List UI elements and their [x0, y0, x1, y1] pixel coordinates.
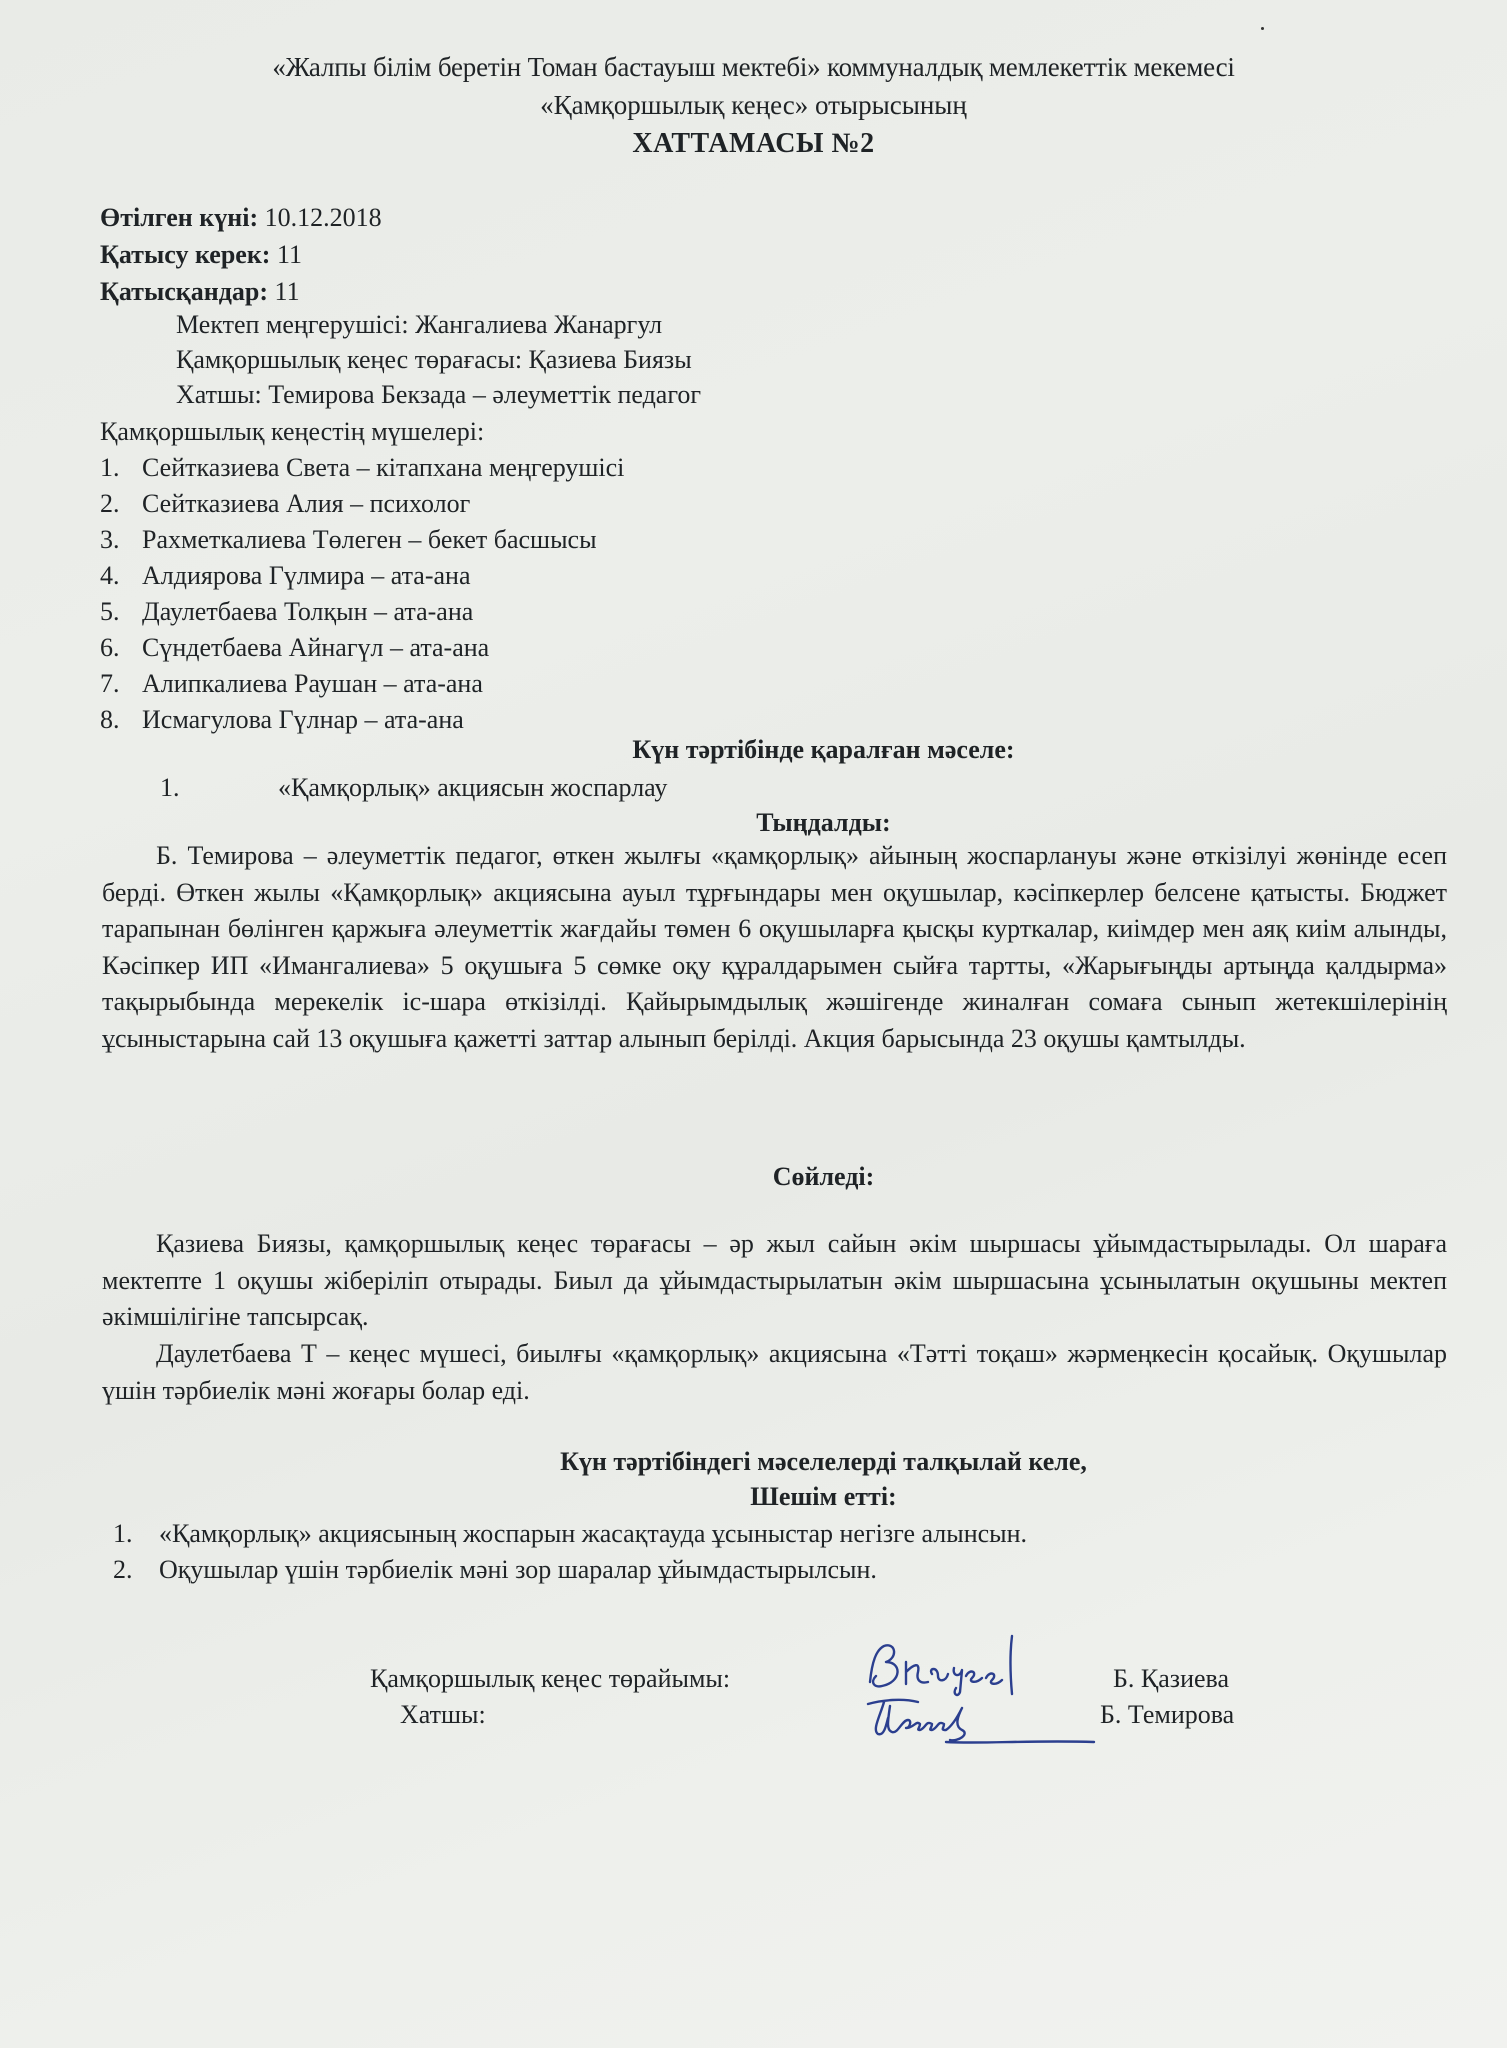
agenda-item [160, 773, 667, 803]
member-item [100, 594, 624, 630]
actual-attendance [100, 277, 300, 307]
agenda-item-number: 1. [160, 773, 180, 802]
member-number: 8. [100, 705, 120, 734]
secretary-name: Б. Темирова [1100, 1700, 1235, 1729]
speck [1261, 27, 1264, 30]
decision-heading: Шешім етті: [750, 1482, 897, 1511]
chair-name: Б. Қазиева [1113, 1664, 1230, 1693]
meeting-date [100, 203, 382, 233]
discussion-heading: Күн тәртібіндегі мәселелерді талқылай келе, [560, 1447, 1087, 1476]
decision-item [113, 1516, 1027, 1552]
council-secretary: Хатшы: Темирова Бекзада – әлеуметтік педагог [176, 380, 702, 409]
secretary-signature-label: Хатшы: [400, 1700, 486, 1729]
required-attendance [100, 240, 302, 270]
member-text: Исмагулова Гүлнар – ата-ана [142, 705, 464, 734]
member-text: Даулетбаева Толқын – ата-ана [142, 597, 474, 626]
decisions-list [113, 1516, 1027, 1588]
header-institution: «Жалпы білім беретін Томан бастауыш мектебі» коммуналдық мемлекеттік мекемесі [272, 52, 1235, 82]
decision-text: «Қамқорлық» акциясының жоспарын жасақтауда ұсыныстар негізге алынсын. [159, 1519, 1028, 1548]
member-text: Сүндетбаева Айнагүл – ата-ана [142, 633, 490, 662]
member-text: Сейтказиева Света – кітапхана меңгерушісі [142, 453, 625, 482]
member-text: Алипкалиева Раушан – ата-ана [142, 669, 483, 698]
member-item [100, 666, 624, 702]
attended-label: Қатысқандар: [100, 277, 269, 306]
meeting-date-value: 10.12.2018 [264, 203, 382, 232]
member-item [100, 630, 624, 666]
heard-paragraph: Б. Темирова – әлеуметтік педагог, өткен жылғы «қамқорлық» айының жоспарлануы және өткізілуі жөнінде есеп берді. Өткен жылы «Қамқорлық» акциясына ауыл тұрғындары мен оқушылар, кәсіпкерлер белсене қатысты. Бюджет тарапынан бөлінген қаржыға әлеуметтік жағдайы төмен 6 оқушыларға қысқы курткалар, киімдер мен аяқ киім алынды, Кәсіпкер ИП «Имангалиева» 5 оқушыға 5 сөмке оқу құралдарымен сыйға тартты, «Жарығыңды артыңда қалдырма» тақырыбында мерекелік іс-шара өткізілді. Қайырымдылық жәшігенде жиналған сомаға сынып жетекшілерінің ұсыныстарына сай 13 оқушыға қажетті заттар алынып берілді. Акция барысында 23 оқушы қамтылды. [102, 841, 1447, 1053]
spoke-paragraph-chair: Қазиева Биязы, қамқоршылық кеңес төрағасы – әр жыл сайын әкім шыршасы ұйымдастырылады. Ол шараға мектепте 1 оқушы жіберіліп отырады. Биыл да ұйымдастырылатын әкім шыршасына ұсынылатын оқушыны мектеп әкімшілігіне тапсырсақ. [102, 1229, 1447, 1331]
heard-heading: Тыңдалды: [756, 808, 891, 837]
decision-text: Оқушылар үшін тәрбиелік мәні зор шаралар ұйымдастырылсын. [159, 1555, 877, 1584]
chair-signature-stroke [870, 1636, 1012, 1695]
member-item [100, 450, 624, 486]
required-value: 11 [276, 240, 303, 269]
school-head: Мектеп меңгерушісі: Жангалиева Жанаргул [176, 310, 663, 339]
chair-signature-label: Қамқоршылық кеңес төрайымы: [370, 1664, 731, 1693]
decision-number: 2. [113, 1555, 133, 1584]
member-item [100, 558, 624, 594]
member-number: 6. [100, 633, 120, 662]
attended-value: 11 [274, 277, 300, 306]
spoke-heading: Сөйледі: [772, 1162, 875, 1191]
member-text: Сейтказиева Алия – психолог [142, 489, 471, 518]
meeting-date-label: Өтілген күні: [100, 203, 259, 232]
member-number: 2. [100, 489, 120, 518]
member-item [100, 486, 624, 522]
document-title: ХАТТАМАСЫ №2 [632, 128, 875, 159]
header-council: «Қамқоршылық кеңес» отырысының [540, 90, 967, 120]
agenda-item-text: «Қамқорлық» акциясын жоспарлау [278, 773, 668, 802]
members-title: Қамқоршылық кеңестің мүшелері: [100, 417, 485, 446]
member-number: 4. [100, 561, 120, 590]
decision-item [113, 1552, 1027, 1588]
decision-number: 1. [113, 1519, 133, 1548]
secretary-signature-stroke [868, 1700, 1094, 1743]
member-number: 5. [100, 597, 120, 626]
member-number: 3. [100, 525, 120, 554]
member-item [100, 522, 624, 558]
council-chair: Қамқоршылық кеңес төрағасы: Қазиева Биязы [176, 345, 692, 374]
members-list [100, 450, 624, 738]
required-label: Қатысу керек: [100, 240, 271, 269]
secretary-signature [862, 1690, 1102, 1750]
member-number: 7. [100, 669, 120, 698]
agenda-heading: Күн тәртібінде қаралған мәселе: [632, 735, 1015, 764]
member-item [100, 702, 624, 738]
member-text: Алдиярова Гүлмира – ата-ана [142, 561, 471, 590]
spoke-paragraph-member: Даулетбаева Т – кеңес мүшесі, биылғы «қамқорлық» акциясына «Тәтті тоқаш» жәрмеңкесін қосайық. Оқушылар үшін тәрбиелік мәні жоғары болар еді. [102, 1339, 1447, 1405]
member-text: Рахметкалиева Төлеген – бекет басшысы [142, 525, 597, 554]
member-number: 1. [100, 453, 120, 482]
